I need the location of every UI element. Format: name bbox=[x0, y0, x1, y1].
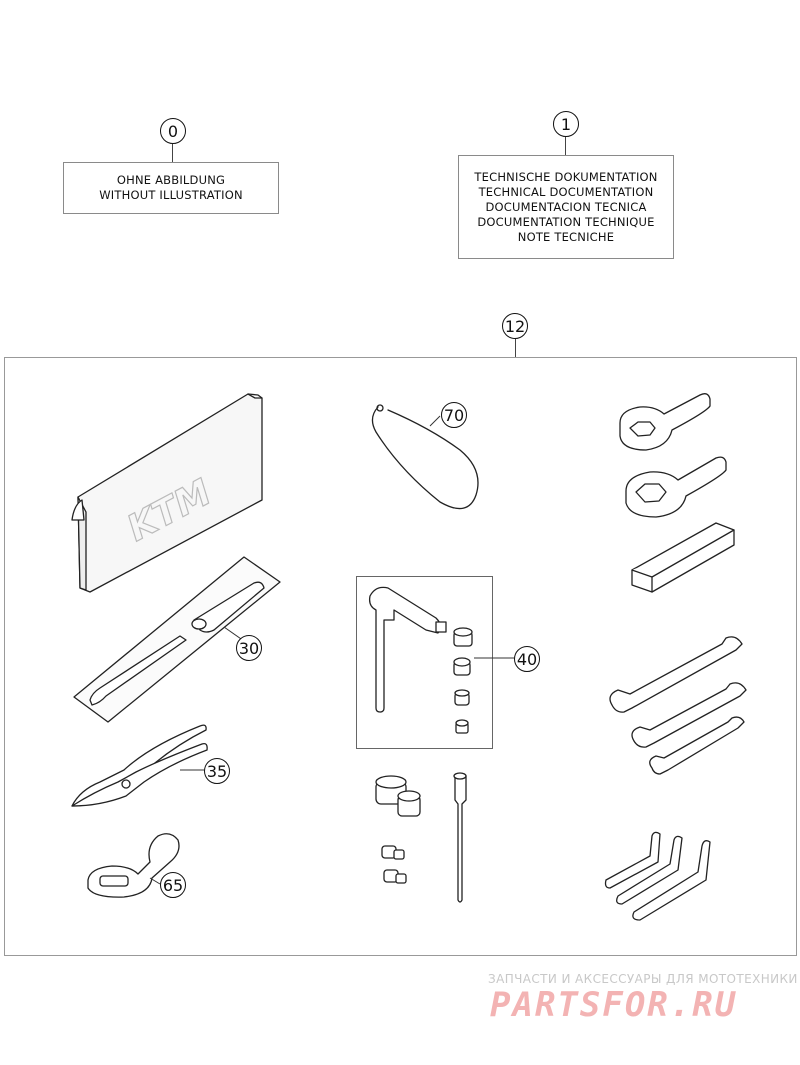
no-illustration-line-2: WITHOUT ILLUSTRATION bbox=[99, 188, 243, 202]
callout-30[interactable]: 30 bbox=[236, 635, 262, 661]
callout-70[interactable]: 70 bbox=[441, 402, 467, 428]
watermark-site: PARTSFOR.RU bbox=[490, 985, 738, 1025]
callout-40[interactable]: 40 bbox=[514, 646, 540, 672]
leader-line-70 bbox=[430, 416, 440, 426]
watermark-tagline: ЗАПЧАСТИ И АКСЕССУАРЫ ДЛЯ МОТОТЕХНИКИ bbox=[488, 972, 798, 986]
documentation-line-3: DOCUMENTACION TECNICA bbox=[485, 199, 647, 214]
no-illustration-line-1: OHNE ABBILDUNG bbox=[116, 173, 226, 187]
documentation-line-1: TECHNISCHE DOKUMENTATION bbox=[474, 169, 658, 184]
callout-1[interactable]: 1 bbox=[553, 111, 579, 137]
pliers-icon bbox=[72, 725, 207, 806]
socket-bit-icon bbox=[454, 628, 472, 733]
svg-text:KTM: KTM bbox=[120, 472, 219, 550]
ring-spanner-icon bbox=[620, 394, 726, 517]
callout-35[interactable]: 35 bbox=[204, 758, 230, 784]
callout-12[interactable]: 12 bbox=[502, 313, 528, 339]
socket-bar-icon bbox=[632, 523, 734, 592]
documentation-line-2: TECHNICAL DOCUMENTATION bbox=[478, 184, 654, 199]
open-end-wrench-icon bbox=[610, 637, 746, 774]
extension-bar-icon bbox=[454, 773, 466, 902]
socket-icon bbox=[376, 776, 420, 883]
callout-0[interactable]: 0 bbox=[160, 118, 186, 144]
callout-65[interactable]: 65 bbox=[160, 872, 186, 898]
hex-l-key-icon bbox=[606, 832, 711, 920]
documentation-line-5: NOTE TECNICHE bbox=[517, 229, 615, 244]
t-handle-allen-key-icon bbox=[370, 587, 446, 712]
documentation-line-4: DOCUMENTATION TECHNIQUE bbox=[477, 214, 655, 229]
